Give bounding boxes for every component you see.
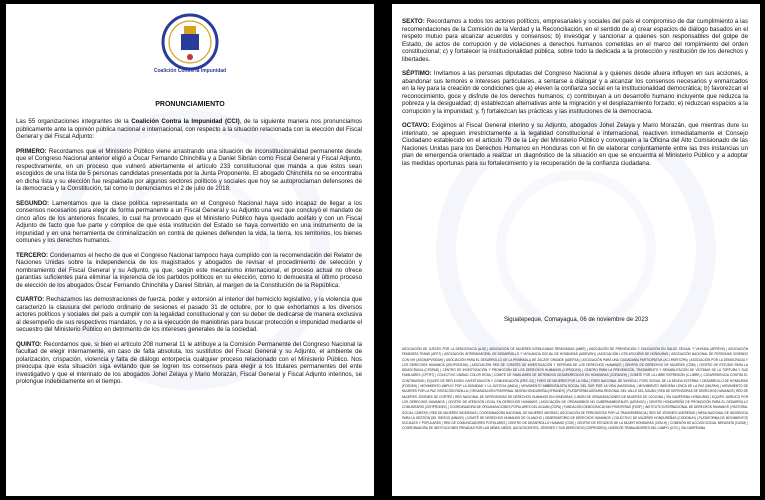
coalition-logo-icon	[160, 12, 220, 74]
paragraph-primero: PRIMERO: Recordamos que el Ministerio Público viene arrastrando una situación de inconstitucionalidad permanente desde que el Congreso Nacional anterior eligió a Óscar Fernando Chinchilla y a Daniel Sibrián como Fiscal General y Fiscal Adjunto, respectivamente, en un proceso que vulneró abiertamente el artículo 233 constitucional que manda a que éstos sean escogidos de una lista de 5 personas candidatas presentada por la Junta Proponente. El abogado Chinchilla no se encontraba en dicha lista y su elección fue respaldada por algunos sectores políticos y sociales que hoy se autoproclaman defensores de la democracia y la Constitución, tal como lo denunciamos el 2 de julio de 2018.	[16, 147, 362, 192]
document-page-2	[392, 4, 760, 496]
page2-body	[402, 18, 748, 174]
signature-place-date: Siguatepeque, Comayagua, 06 de noviembre de 2023	[503, 317, 649, 323]
member-organizations-list: ASOCIACIÓN DE JUECES POR LA DEMOCRACIA (AJD) | ASOCIACIÓN DE MUJERES INTIBUCANAS RENOVADAS (AMIR) | ASOCIACIÓN DE PREVENCIÓN Y EDUCACIÓN EN SALUD SEXUAL Y VIH/SIDA (APREVS) | ASOCIACIÓN FEMINISTA TRANS (AFET) | ASOCIACIÓN INTERMUNICIPAL DE DESARROLLO Y VIGILANCIA SOCIAL DE HONDURAS (AIDEVISH) | ASOCIACIÓN LGTB ARCOÍRIS DE HONDURAS | ASOCIACIÓN NACIONAL DE PERSONAS VIVIENDO CON VIH (ASONAPVSIDAH) | ASOCIACIÓN PARA EL DESARROLLO DE LA PENÍNSULA DE ZACATE GRANDE (ADEPZA) | ASOCIACIÓN PARA UNA CIUDADANÍA PARTICIPATIVA (ACI-PARTICIPA) | ASOCIACIÓN POR LA DEMOCRACIA Y LOS DERECHOS HUMANOS (ASOPODEHU) | ASOCIACIÓN RED DE COMITÉS DE INVESTIGACIÓN Y DEFENSA DE LOS DERECHOS HUMANOS | CENTRO DE DERECHOS DE MUJERES (CDM) | CENTRO DE ESTUDIO PARA LA DEMOCRACIA (CESPAD) | CENTRO DE INVESTIGACIÓN Y PROMOCIÓN DE LOS DERECHOS HUMANOS (CIPRODEH) | CENTRO PARA LA PREVENCIÓN, TRATAMIENTO Y REHABILITACIÓN DE VÍCTIMAS DE LA TORTURA Y SUS FAMILIARES (CPTRT) | COLECTIVO UNIDAD COLOR ROSA | COMITÉ DE FAMILIARES DE DETENIDOS DESAPARECIDOS EN HONDURAS (COFADEH) | COMITÉ POR LA LIBRE EXPRESIÓN (C-LIBRE) | CONVERGENCIA CONTRA EL CONTINUISMO | EQUIPO DE REFLEXIÓN, INVESTIGACIÓN Y COMUNICACIÓN (ERIC-SJ) | FORO DE MUJERES POR LA VIDA | FORO NACIONAL DE VIH/SIDA | FORO SOCIAL DE LA DEUDA EXTERNA Y DESARROLLO DE HONDURAS (FOSDEH) | MOVIMIENTO AMPLIO POR LA DIGNIDAD Y LA JUSTICIA (MADJ) | MOVIMIENTO AMBIENTALISTA SOCIAL DEL SUR POR LA VIDA (MASSVIDA) | MOVIMIENTO INDÍGENA LENCA DE LA PAZ (MILPAH) | MOVIMIENTO DE MUJERES POR LA PAZ VISITACIÓN PADILLA | ORGANIZACIÓN FRATERNAL NEGRA HONDUREÑA (OFRANEH) | PLATAFORMA AGRARIA REGIONAL DEL VALLE DEL AGUÁN | RED DE DEFENSORAS DE DERECHOS HUMANOS | RED DE MUJERES JÓVENES DE CORTÉS | RED NACIONAL DE DEFENSORAS DE DERECHOS HUMANOS EN HONDURAS | UNIÓN DE ORGANIZACIONES DE MUJERES DE OJOJONA | VÍA CAMPESINA HONDURAS | EQUIPO JURÍDICO POR LOS DERECHOS HUMANOS | CENTRO DE ATENCIÓN LEGAL EN DERECHOS HUMANOS | ASOCIACIÓN DE ORGANISMOS NO GUBERNAMENTALES (ASONOG) | CENTRO HONDUREÑO DE PROMOCIÓN PARA EL DESARROLLO COMUNITARIO (CEHPRODEC) | COORDINADORA DE ORGANIZACIONES POPULARES DEL AGUÁN (COPA) | FUNDACIÓN DEMOCRACIA SIN FRONTERAS (FDSF) | INSTITUTO INTERNACIONAL DE DERECHOS HUMANOS | PASTORAL SOCIAL CÁRITAS | RED DE MUJERES INDÍGENAS | COORDINADORA NACIONAL DE MUJERES NEGRAS | ASOCIACIÓN DE PERIODISTAS POR LA TRANSPARENCIA | RED DE JÓVENES LIDERESAS | MESA NACIONAL DE INCIDENCIA PARA LA GESTIÓN DEL RIESGO (MNIGR) | COMITÉ DE DERECHOS HUMANOS DE OLANCHO | OBSERVATORIO DE DERECHOS HUMANOS | COLECTIVO DE MUJERES HONDUREÑAS (CODEMUH) | PLATAFORMA DE MOVIMIENTOS SOCIALES Y POPULARES | RED DE COMUNICADORES POPULARES | CENTRO DE DESARROLLO HUMANO (CDH) | CENTRO DE ESTUDIOS DE LA MUJER HONDURAS (CEM-H) | COMISIÓN DE ACCIÓN SOCIAL MENONITA (CASM) | COORDINADORA DE INSTITUCIONES PRIVADAS POR LAS NIÑAS, NIÑOS, ADOLESCENTES, JÓVENES Y SUS DERECHOS (COIPRODEN) | UNIÓN DE TRABAJADORES DEL CAMPO (UTC) | VÍA CAMPESINA	[402, 347, 748, 431]
paragraph-cuarto: CUARTO: Rechazamos las demostraciones de fuerza, poder y extorsión al interior del hemiciclo legislativo, y la violencia que caracterizó la clausura del período ordinario de sesiones el pasado 31 de octubre, por lo que exhortamos a los diversos actores políticos y sociales del país a cumplir con la legalidad constitucional y con su deber de dedicarse de manera exclusiva al desempeño de sus respectivos mandatos, y no a la ejecución de maniobras para buscar protección e impunidad mediante el secuestro del Ministerio Público en detrimento de los intereses generales de la sociedad.	[16, 296, 362, 333]
page1-body	[16, 118, 362, 393]
paragraph-septimo: SÉPTIMO: Invitamos a las personas diputadas del Congreso Nacional a y quienes desde afuera influyen en sus acciones, a abandonar sus temores e intereses particulares, a sentarse a dialogar y a alcanzar los consensos necesarios y enmarcados en la ley para la creación de condiciones que a) eleven la confianza social en la institucionalidad democrática; b) favorezcan el reconocimiento, goce y disfrute de los derechos humanos; c) contribuyan a un desarrollo humano incluyente que reduzca la pobreza y la desigualdad; d) establezcan alternativas ante la migración y el desplazamiento forzado; e) reduzcan espacios a la corrupción y la impunidad; y, f) fortalezcan las prácticas y las instituciones de la democracia.	[402, 70, 748, 115]
paragraph-sexto: SEXTO: Recordamos a todos los actores políticos, empresariales y sociales del país el compromiso de dar cumplimiento a las recomendaciones de la Comisión de la Verdad y la Reconciliación, en el sentido de a) crear espacios de diálogo basados en el respeto mutuo para alcanzar acuerdos y consensos; b) investigar y sancionar a quienes son responsables del golpe de Estado, de actos de corrupción y de violaciones a derechos humanos cometidas en el marco del rompimiento del orden constitucional; c) y fortalecer la institucionalidad pública, sobre todo la dedicada a la protección y restitución de los derechos y libertades.	[402, 18, 748, 63]
document-title: PRONUNCIAMIENTO	[155, 101, 225, 108]
logo-caption: Coalición Contra la Impunidad	[153, 68, 227, 74]
paragraph-quinto: QUINTO: Recordamos que, si bien el artículo 208 numeral 11 le atribuye a la Comisión Permanente del Congreso Nacional la facultad de elegir internamente, en caso de falta absoluta, los sustitutos del Fiscal General y su Adjunto, el ambiente de polarización, crispación, violencia y falta de diálogo entorpecía cualquier proceso relacionado con el Ministerio Público. Nos preocupa que esta situación siga evitando que se logren los consensos para elegir a los titulares permanentes del ente investigativo y que el interinato de los abogados Johel Zelaya y Mario Morazán, Fiscal General y Fiscal Adjunto interinos, se prolongue indebidamente en el tiempo.	[16, 340, 362, 385]
paragraph-segundo: SEGUNDO: Lamentamos que la clase política representada en el Congreso Nacional haya sido incapaz de llegar a los consensos necesarios para elegir de forma permanente a un Fiscal General y su Adjunto una vez que concluyó el mandato de cinco años de los anteriores fiscales, lo cual ha provocado que el Ministerio Público haya quedado acéfalo y con un Fiscal Adjunto de facto que fue parte y cómplice de que esta institución del Estado se haya convertido en una instrumento de la impunidad y en una herramienta de criminalización en contra de quienes defienden la vida, la tierra, los territorios, los bienes comunes y los derechos humanos.	[16, 199, 362, 244]
paragraph-tercero: TERCERO: Condenamos el hecho de que el Congreso Nacional tampoco haya cumplido con la recomendación del Relator de Naciones Unidas sobre la independencia de los magistrados y abogados de revisar el procedimiento de selección y nombramiento del Fiscal General y su Adjunto, ya que, según este mecanismo internacional, el proceso actual no ofrece garantías suficientes para eliminar la injerencia de los partidos políticos en su elección, como lo demuestra el último proceso de elección de los abogados Óscar Fernando Chinchilla y Daniel Sibrián, al margen de la Constitución de la República.	[16, 251, 362, 289]
document-page-1	[6, 4, 374, 496]
intro-paragraph: Las 55 organizaciones integrantes de la Coalición Contra la Impunidad (CCI), de la siguiente manera nos pronunciamos públicamente ante la opinión pública nacional e internacional, con respecto a la situación relacionada con la elección del Fiscal General y del Fiscal Adjunto:	[16, 118, 363, 140]
paragraph-octavo: OCTAVO: Exigimos al Fiscal General interino y su Adjunto, abogados Johel Zelaya y Mario Morazán, que mientras dure su interinato, se apeguen irrestrictamente a la legalidad constitucional e internacional, reactiven inmediatamente el Consejo Ciudadano establecido en el artículo 79 de la Ley del Ministerio Público y convoquen a la Oficina del Alto Comisionado de las Naciones Unidas para los Derechos Humanos en Honduras con el fin de elaborar conjuntamente entre las tres instancias un plan de emergencia orientado a realizar un diagnóstico de la situación en que se encuentra el Ministerio Público y a adoptar las medidas oportunas para su fortalecimiento y la recuperación de la confianza ciudadana.	[402, 122, 748, 167]
